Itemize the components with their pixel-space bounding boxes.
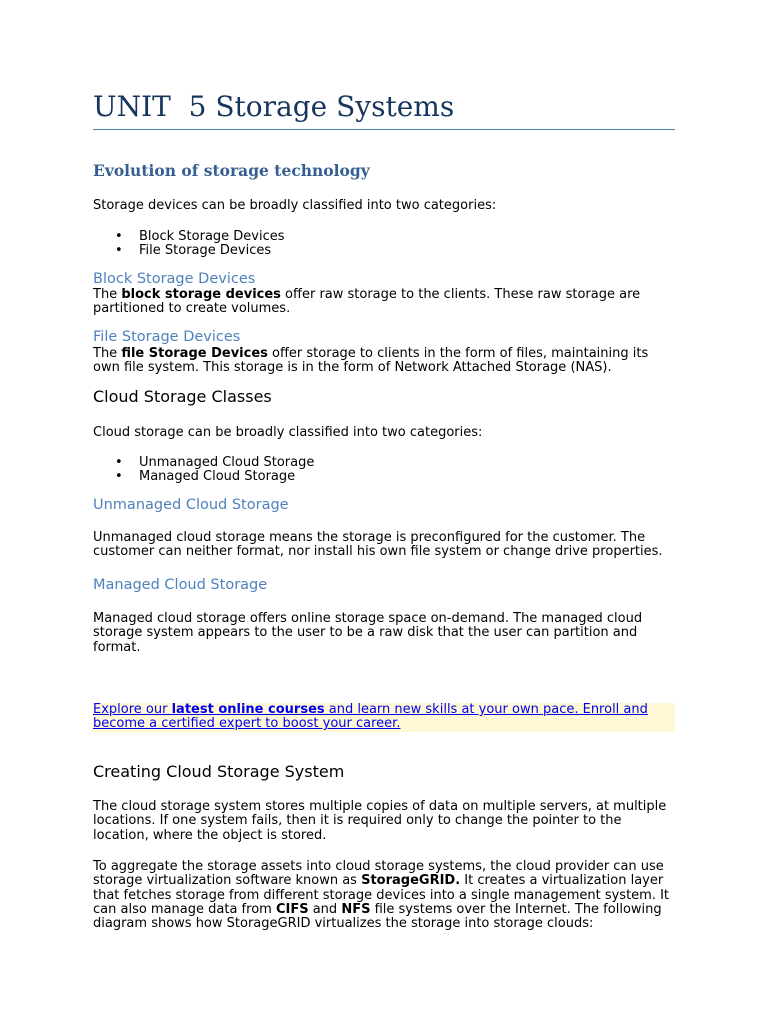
bold-link-text[interactable]: latest online courses	[171, 702, 325, 717]
cloud-classes-intro: Cloud storage can be broadly classified into two categories:	[93, 425, 483, 440]
unmanaged-paragraph: Unmanaged cloud storage means the storage is preconfigured for the customer. The customer can neither format, nor install his own file system or change drive properties.	[93, 530, 663, 560]
list-item: • Managed Cloud Storage	[93, 470, 314, 484]
bold-term: block storage devices	[121, 287, 281, 302]
file-storage-paragraph	[93, 347, 678, 376]
subheading-block-storage: Block Storage Devices	[93, 271, 256, 287]
link-text-bold[interactable]	[172, 702, 325, 717]
creating-paragraph-2	[93, 860, 678, 931]
bold-term: StorageGRID.	[361, 873, 461, 889]
text-run: offer storage to clients in the form of files, maintaining its own file system. This storage is in the form of Network Attached Storage (NAS).	[93, 346, 649, 376]
section-heading-cloud-storage-classes: Cloud Storage Classes	[93, 387, 272, 406]
subheading-unmanaged: Unmanaged Cloud Storage	[93, 497, 289, 513]
bold-term: NFS	[341, 901, 371, 917]
bold-term: file Storage Devices	[121, 346, 268, 361]
list-item: • Unmanaged Cloud Storage	[93, 456, 314, 470]
list-item: • File Storage Devices	[93, 244, 285, 258]
subheading-managed: Managed Cloud Storage	[93, 577, 268, 593]
evolution-intro: Storage devices can be broadly classified into two categories:	[93, 198, 497, 213]
text-run: and	[308, 901, 342, 917]
storage-devices-list	[93, 230, 285, 259]
block-storage-paragraph	[93, 288, 678, 317]
page-title: UNIT 5 Storage Systems	[93, 88, 675, 130]
text-run: It creates a virtualization layer that fetches storage from different storage devices into a single management system. It can also manage data from	[93, 873, 670, 917]
managed-paragraph: Managed cloud storage offers online storage space on-demand. The managed cloud storage system appears to the user to be a raw disk that the user can partition and format.	[93, 611, 643, 655]
link-text[interactable]: Explore our	[93, 702, 172, 717]
section-heading-creating-cloud-storage: Creating Cloud Storage System	[93, 762, 345, 781]
text-run: file systems over the Internet. The following diagram shows how StorageGRID virtualizes the storage into storage clouds:	[93, 901, 662, 932]
text-run: The	[93, 287, 122, 302]
cloud-classes-list	[93, 456, 314, 485]
courses-promo-link[interactable]	[93, 703, 675, 732]
text-run: To aggregate the storage assets into cloud storage systems, the cloud provider can use storage virtualization software known as	[93, 859, 664, 889]
text-run: The	[93, 346, 122, 361]
link-text[interactable]: and learn new skills at your own pace. Enroll and become a certified expert to boost your career.	[93, 702, 648, 732]
subheading-file-storage: File Storage Devices	[93, 329, 241, 345]
section-heading-evolution: Evolution of storage technology	[93, 161, 370, 180]
creating-paragraph-1: The cloud storage system stores multiple copies of data on multiple servers, at multiple locations. If one system fails, then it is required only to change the pointer to the location, where the object is stored.	[93, 799, 667, 843]
text-run: offer raw storage to the clients. These raw storage are partitioned to create volumes.	[93, 287, 641, 317]
list-item: • Block Storage Devices	[93, 230, 285, 244]
bold-term: CIFS	[275, 901, 309, 917]
